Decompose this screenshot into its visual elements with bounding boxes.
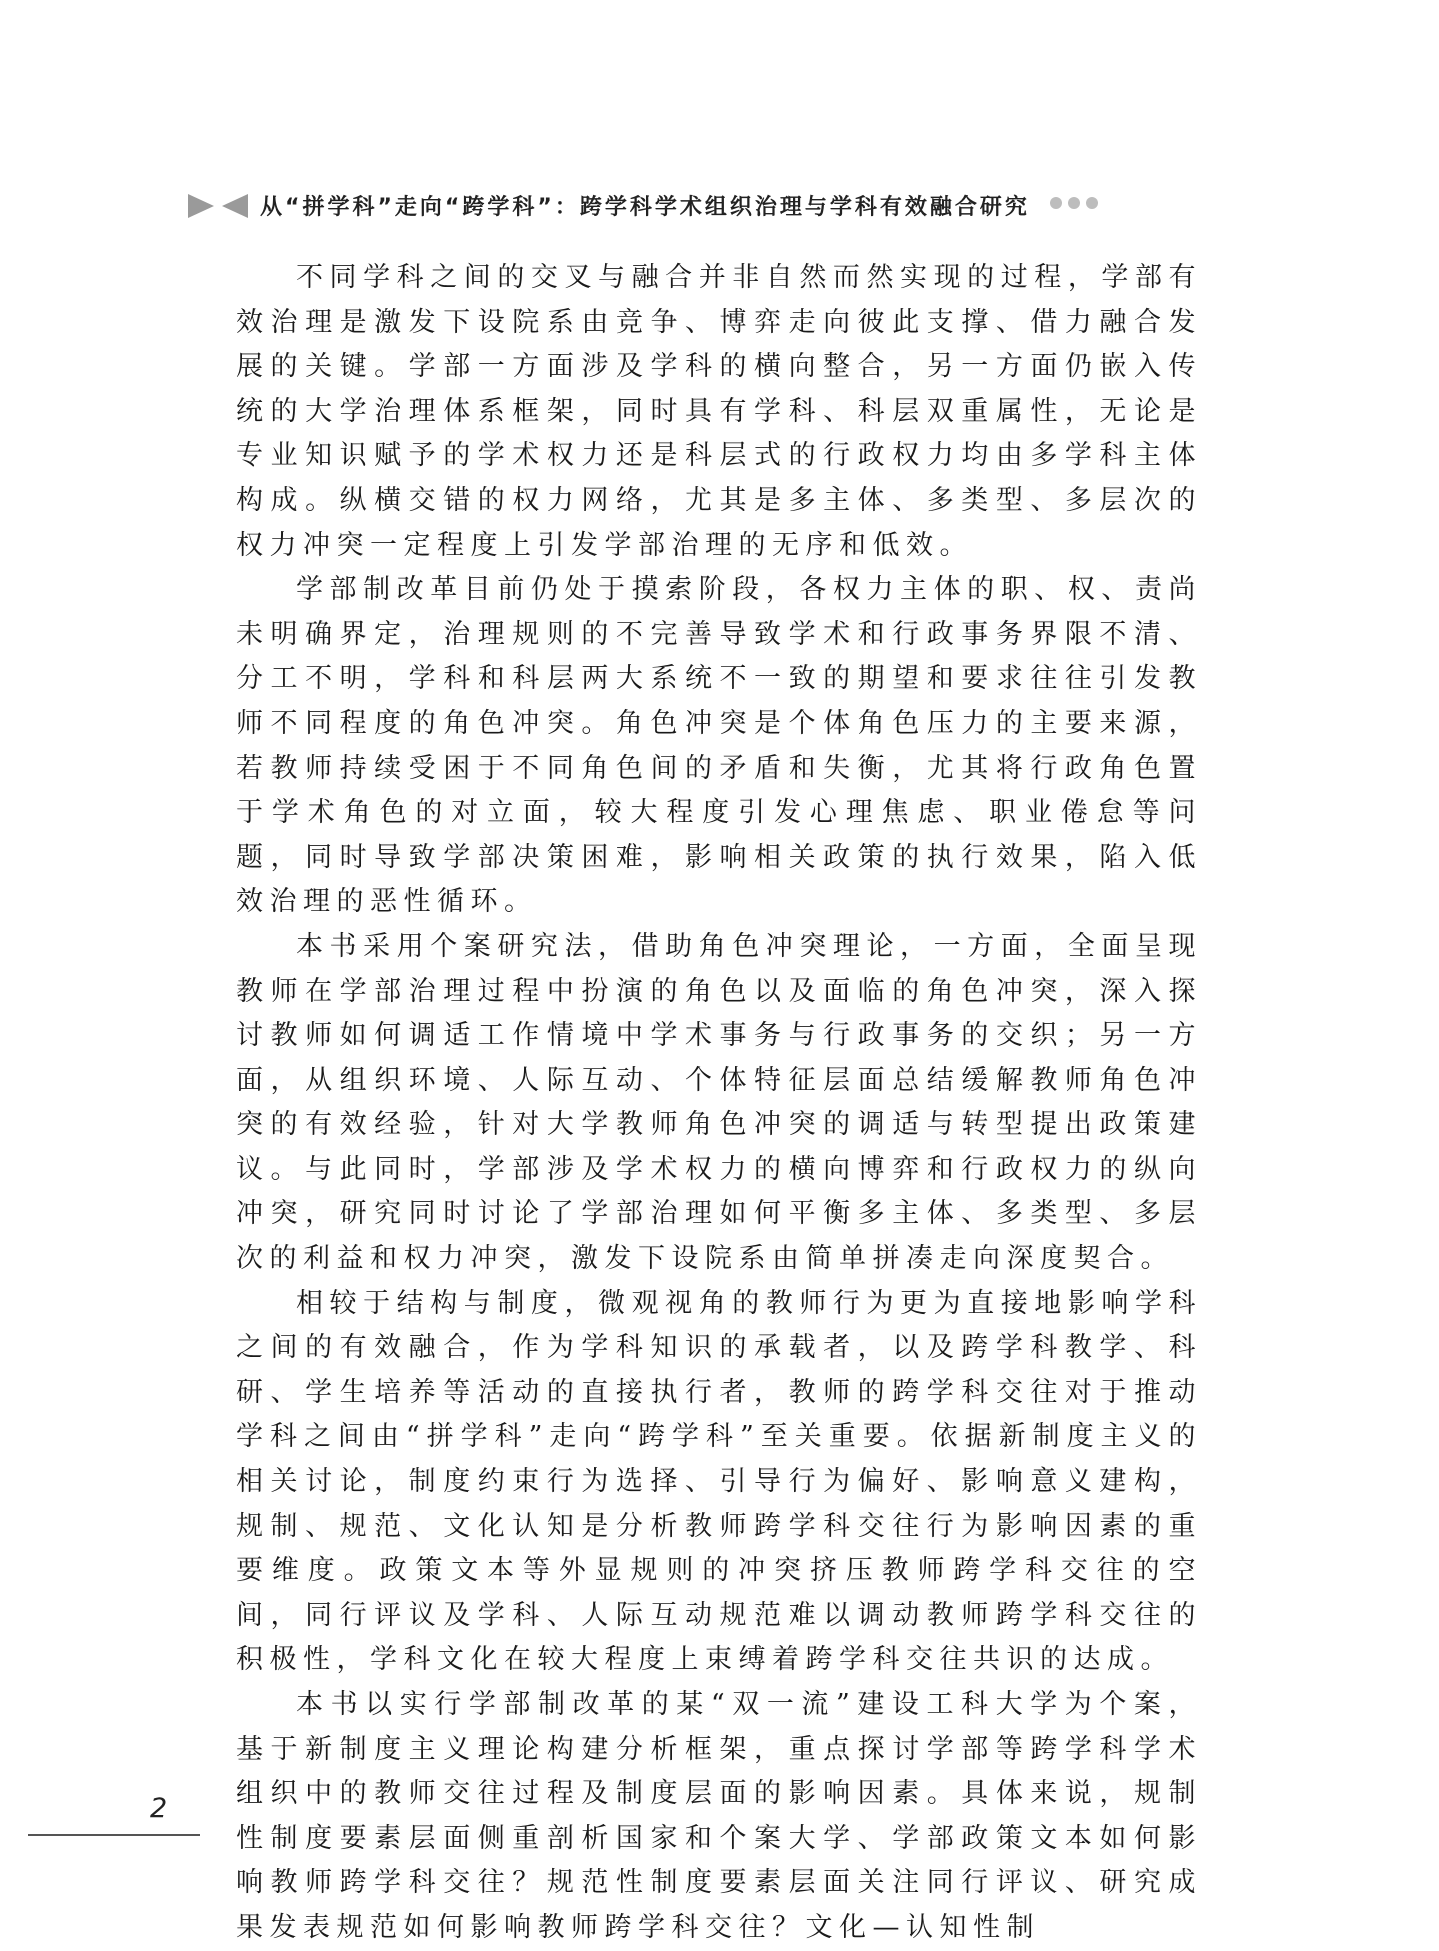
footer-rule (28, 1834, 200, 1836)
running-header-title: 从“拼学科”走向“跨学科”：跨学科学术组织治理与学科有效融合研究 (260, 195, 1030, 220)
double-triangle-icon (188, 194, 248, 218)
paragraph: 不同学科之间的交叉与融合并非自然而然实现的过程，学部有效治理是激发下设院系由竞争、博弈走向彼此支撑、借力融合发展的关键。学部一方面涉及学科的横向整合，另一方面仍嵌入传统的大学治理体系框架，同时具有学科、科层双重属性，无论是专业知识赋予的学术权力还是科层式的行政权力均由多学科主体构成。纵横交错的权力网络，尤其是多主体、多类型、多层次的权力冲突一定程度上引发学部治理的无序和低效。 (236, 262, 1202, 561)
dot (1068, 197, 1080, 209)
paragraph: 本书以实行学部制改革的某“双一流”建设工科大学为个案，基于新制度主义理论构建分析框架，重点探讨学部等跨学科学术组织中的教师交往过程及制度层面的影响因素。具体来说，规制性制度要素层面侧重剖析国家和个案大学、学部政策文本如何影响教师跨学科交往？规范性制度要素层面关注同行评议、研究成果发表规范如何影响教师跨学科交往？文化—认知性制 (236, 1689, 1202, 1943)
dot (1050, 197, 1062, 209)
running-header (188, 188, 1118, 224)
dot (1086, 197, 1098, 209)
body-text (236, 256, 1202, 1951)
paragraph: 学部制改革目前仍处于摸索阶段，各权力主体的职、权、责尚未明确界定，治理规则的不完善导致学术和行政事务界限不清、分工不明，学科和科层两大系统不一致的期望和要求往往引发教师不同程度的角色冲突。角色冲突是个体角色压力的主要来源，若教师持续受困于不同角色间的矛盾和失衡，尤其将行政角色置于学术角色的对立面，较大程度引发心理焦虑、职业倦怠等问题，同时导致学部决策困难，影响相关政策的执行效果，陷入低效治理的恶性循环。 (236, 574, 1202, 918)
three-dots-icon (1050, 197, 1098, 209)
paragraph: 相较于结构与制度，微观视角的教师行为更为直接地影响学科之间的有效融合，作为学科知识的承载者，以及跨学科教学、科研、学生培养等活动的直接执行者，教师的跨学科交往对于推动学科之间由“拼学科”走向“跨学科”至关重要。依据新制度主义的相关讨论，制度约束行为选择、引导行为偏好、影响意义建构，规制、规范、文化认知是分析教师跨学科交往行为影响因素的重要维度。政策文本等外显规则的冲突挤压教师跨学科交往的空间，同行评议及学科、人际互动规范难以调动教师跨学科交往的积极性，学科文化在较大程度上束缚着跨学科交往共识的达成。 (236, 1287, 1202, 1676)
page-number: 2 (150, 1793, 168, 1824)
paragraph: 本书采用个案研究法，借助角色冲突理论，一方面，全面呈现教师在学部治理过程中扮演的角色以及面临的角色冲突，深入探讨教师如何调适工作情境中学术事务与行政事务的交织；另一方面，从组织环境、人际互动、个体特征层面总结缓解教师角色冲突的有效经验，针对大学教师角色冲突的调适与转型提出政策建议。与此同时，学部涉及学术权力的横向博弈和行政权力的纵向冲突，研究同时讨论了学部治理如何平衡多主体、多类型、多层次的利益和权力冲突，激发下设院系由简单拼凑走向深度契合。 (236, 930, 1202, 1275)
